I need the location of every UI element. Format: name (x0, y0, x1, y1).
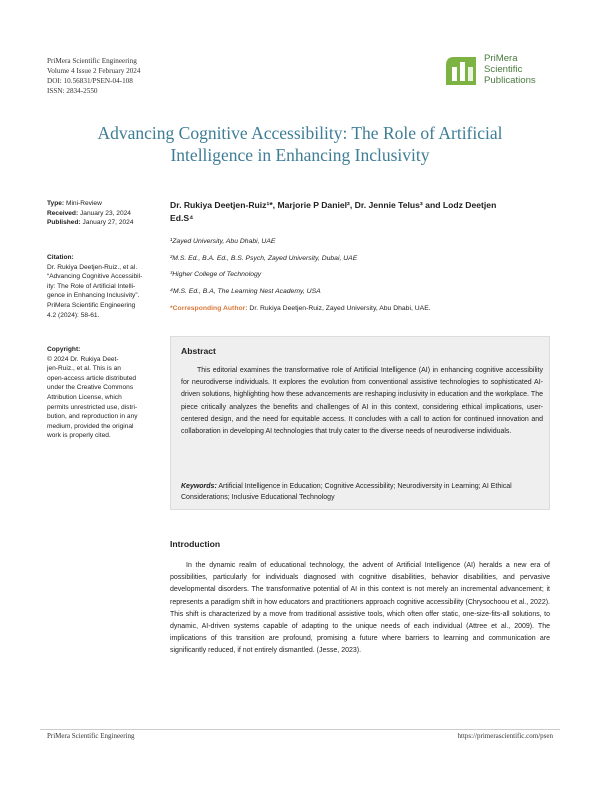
citation-line: 4.2 (2024): 58-61. (47, 311, 100, 319)
abstract-heading: Abstract (181, 346, 216, 356)
journal-info (47, 56, 141, 96)
abstract-text: This editorial examines the transformative role of Artificial Intelligence (AI) in enhancing cognitive accessibility for neurodiverse individuals. It explores the evolution from conventional assistive technologies to sophisticated AI-driven solutions, highlighting how these advancements are reshaping inclusivity in education and the workplace. The piece critically analyzes the benefits and challenges of AI in this context, considering ethical implications, user-centered design, and the need for equitable access. It concludes with a call to action for continued innovation and collaboration in developing AI technologies that truly cater to the diverse needs of neurodiverse individuals. (181, 367, 543, 436)
copyright-line: Attribution License, which (47, 393, 122, 401)
citation-line: “Advancing Cognitive Accessibil- (47, 273, 143, 281)
journal-volume: Volume 4 Issue 2 February 2024 (47, 67, 141, 75)
logo-line-3: Publications (484, 75, 536, 86)
publisher-logo (443, 51, 553, 89)
introduction-heading: Introduction (170, 539, 221, 549)
title-line-1: Advancing Cognitive Accessibility: The Role of Artificial (97, 123, 503, 143)
corresponding-label: *Corresponding Author: (170, 305, 248, 312)
copyright-line: medium, provided the original (47, 422, 134, 430)
citation-line: PriMera Scientific Engineering (47, 301, 136, 309)
corresponding-text: Dr. Rukiya Deetjen-Ruiz, Zayed University, Abu Dhabi, UAE. (247, 305, 431, 312)
citation-label: Citation: (47, 254, 74, 261)
footer-divider (40, 729, 560, 730)
citation-line: ity: The Role of Artificial Intelli- (47, 282, 136, 290)
affiliation-1: ¹Zayed University, Abu Dhabi, UAE (170, 238, 276, 245)
abstract-box (170, 336, 550, 510)
copyright-line: work is properly cited. (47, 432, 111, 440)
article-meta (47, 199, 159, 228)
citation-line: Dr. Rukiya Deetjen-Ruiz., et al. (47, 263, 138, 271)
citation-line: gence in Enhancing Inclusivity”. (47, 292, 140, 300)
logo-line-2: Scientific (484, 64, 523, 75)
publisher-logo-icon (443, 51, 479, 87)
copyright-line: jen-Ruiz., et al. This is an (47, 365, 121, 373)
affiliation-2: ²M.S. Ed., B.A. Ed., B.S. Psych, Zayed University, Dubai, UAE (170, 255, 358, 262)
journal-issn: ISSN: 2834-2550 (47, 87, 98, 95)
copyright-line: under the Creative Commons (47, 384, 134, 392)
logo-line-1: PriMera (484, 53, 518, 64)
keywords-text: Artificial Intelligence in Education; Cognitive Accessibility; Neurodiversity in Learning; AI Ethical Considerations; Inclusive Educational Technology (181, 483, 512, 501)
meta-type: Type: Mini-Review (47, 200, 102, 207)
doi-label: DOI: (47, 77, 62, 85)
copyright-block (47, 345, 159, 441)
journal-doi (47, 76, 141, 86)
introduction-paragraph: In the dynamic realm of educational technology, the advent of Artificial Intelligence (AI) heralds a new era of possibilities, particularly for individuals diagnosed with cognitive disabilities, behavior disabilities, and pervasive developmental disorders. The transformative potential of AI in this context is not merely an incremental advancement; it represents a paradigm shift in how educators and practitioners approach cognitive accessibility (Chrysochoou et al., 2022). This shift is characterized by a move from traditional assistive tools, which often offer static, one-size-fits-all solutions, to dynamic, AI-driven systems capable of adapting to the unique needs of each individual (Attree et al., 2009). The implications of this transition are profound, promising a future where barriers to learning and communication are significantly reduced, if not entirely dismantled. (Jesse, 2023). (170, 562, 550, 655)
copyright-line: bution, and reproduction in any (47, 413, 138, 421)
footer-url[interactable]: https://primerascientific.com/psen (457, 732, 553, 740)
article-title (40, 122, 560, 166)
meta-received: Received: January 23, 2024 (47, 209, 131, 217)
affiliation-3: ³Higher College of Technology (170, 271, 262, 278)
copyright-line: permits unrestricted use, distri- (47, 403, 138, 411)
footer-journal: PriMera Scientific Engineering (47, 732, 135, 740)
keywords-label: Keywords: (181, 483, 217, 490)
corresponding-author (170, 304, 550, 314)
title-line-2: Intelligence in Enhancing Inclusivity (170, 145, 430, 165)
copyright-line: © 2024 Dr. Rukiya Deet- (47, 355, 119, 363)
authors-line-1: Dr. Rukiya Deetjen-Ruiz¹*, Marjorie P Daniel², Dr. Jennie Telus³ and Lodz Deetjen (170, 200, 497, 210)
author-list (170, 199, 550, 225)
authors-line-2: Ed.S⁴ (170, 213, 194, 223)
journal-name: PriMera Scientific Engineering (47, 57, 137, 65)
copyright-line: open-access article distributed (47, 374, 137, 382)
affiliation-4: ⁴M.S. Ed., B.A, The Learning Nest Academy, USA (170, 288, 321, 295)
doi-value[interactable]: 10.56831/PSEN-04-108 (63, 77, 133, 85)
citation-block (47, 253, 159, 320)
copyright-label: Copyright: (47, 346, 81, 353)
publisher-logo-text (484, 53, 536, 86)
meta-published: Published: January 27, 2024 (47, 219, 134, 227)
abstract-keywords (181, 481, 543, 503)
